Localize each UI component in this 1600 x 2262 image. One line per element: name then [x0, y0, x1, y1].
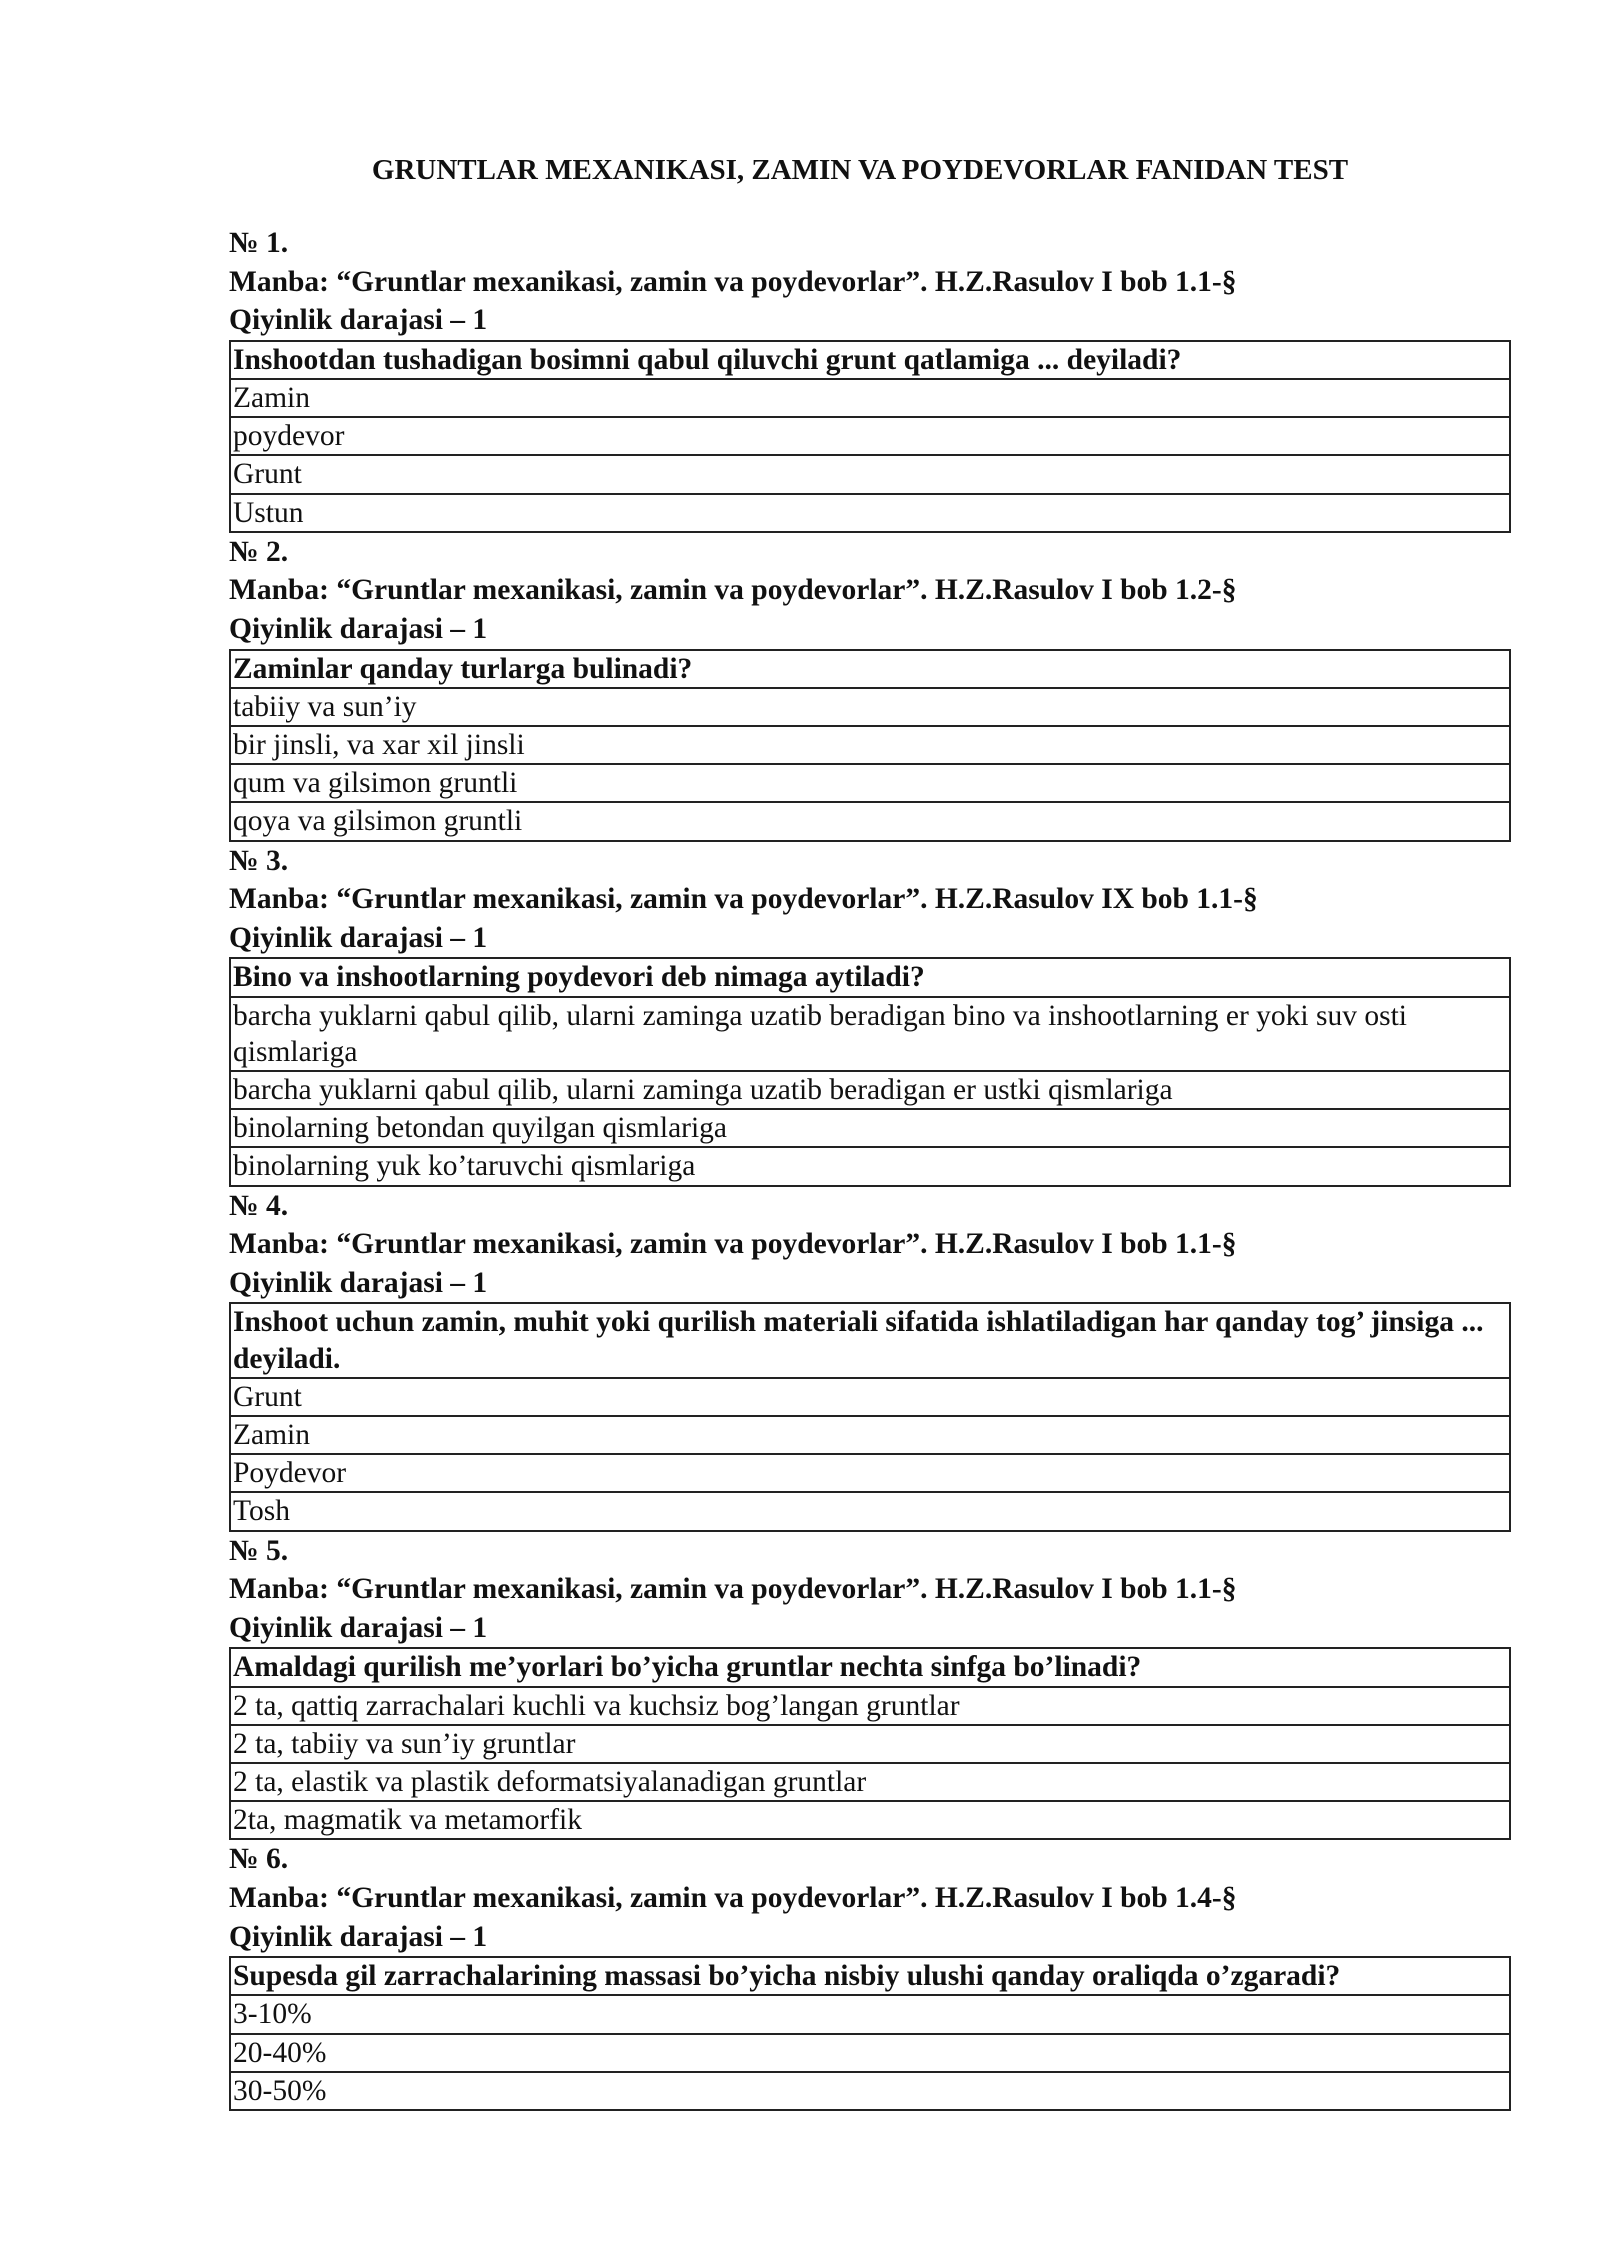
answer-option: 2 ta, elastik va plastik deformatsiyalanadigan gruntlar — [230, 1763, 1510, 1801]
answer-row — [230, 802, 1510, 840]
question-block — [229, 1187, 1511, 1532]
question-block — [229, 1532, 1511, 1841]
answer-option: 2 ta, tabiiy va sun’iy gruntlar — [230, 1725, 1510, 1763]
answer-option: barcha yuklarni qabul qilib, ularni zaminga uzatib beradigan bino va inshootlarning er yoki suv osti qismlariga — [230, 997, 1510, 1071]
answer-option: 20-40% — [230, 2034, 1510, 2072]
answer-option: barcha yuklarni qabul qilib, ularni zaminga uzatib beradigan er ustki qismlariga — [230, 1071, 1510, 1109]
question-number: № 4. — [229, 1189, 289, 1222]
question-table — [229, 957, 1511, 1186]
question-number: № 2. — [229, 535, 289, 568]
answer-row — [230, 764, 1510, 802]
answer-row — [230, 1687, 1510, 1725]
question-number: № 1. — [229, 227, 289, 259]
question-number: № 3. — [229, 844, 289, 877]
question-source: Manba: “Gruntlar mexanikasi, zamin va poydevorlar”. H.Z.Rasulov I bob 1.1-§ — [229, 1573, 1237, 1606]
answer-option: bir jinsli, va xar xil jinsli — [230, 726, 1510, 764]
question-source: Manba: “Gruntlar mexanikasi, zamin va poydevorlar”. H.Z.Rasulov IX bob 1.1-§ — [229, 883, 1258, 916]
question-number: № 5. — [229, 1534, 289, 1567]
answer-row — [230, 455, 1510, 493]
question-table — [229, 1956, 1511, 2111]
question-text: Zaminlar qanday turlarga bulinadi? — [230, 650, 1510, 688]
answer-row — [230, 688, 1510, 726]
question-row — [230, 1303, 1510, 1377]
answer-row — [230, 494, 1510, 532]
test-content — [229, 224, 1511, 2111]
question-text: Bino va inshootlarning poydevori deb nimaga aytiladi? — [230, 958, 1510, 996]
answer-row — [230, 1071, 1510, 1109]
answer-option: poydevor — [230, 417, 1510, 455]
question-table — [229, 1302, 1511, 1531]
answer-option: 2 ta, qattiq zarrachalari kuchli va kuchsiz bog’langan gruntlar — [230, 1687, 1510, 1725]
question-source: Manba: “Gruntlar mexanikasi, zamin va poydevorlar”. H.Z.Rasulov I bob 1.4-§ — [229, 1881, 1237, 1914]
answer-option: 30-50% — [230, 2072, 1510, 2110]
answer-row — [230, 1801, 1510, 1839]
answer-option: binolarning yuk ko’taruvchi qismlariga — [230, 1147, 1510, 1185]
answer-option: qum va gilsimon gruntli — [230, 764, 1510, 802]
question-table — [229, 340, 1511, 533]
question-row — [230, 1957, 1510, 1995]
answer-row — [230, 2072, 1510, 2110]
question-difficulty: Qiyinlik darajasi – 1 — [229, 1920, 488, 1953]
answer-row — [230, 1995, 1510, 2033]
answer-row — [230, 1109, 1510, 1147]
question-difficulty: Qiyinlik darajasi – 1 — [229, 304, 488, 337]
question-text: Inshootdan tushadigan bosimni qabul qiluvchi grunt qatlamiga ... deyiladi? — [230, 341, 1510, 379]
question-difficulty: Qiyinlik darajasi – 1 — [229, 1266, 488, 1299]
question-block — [229, 533, 1511, 842]
question-source: Manba: “Gruntlar mexanikasi, zamin va poydevorlar”. H.Z.Rasulov I bob 1.1-§ — [229, 265, 1237, 298]
question-difficulty: Qiyinlik darajasi – 1 — [229, 1611, 488, 1644]
answer-row — [230, 2034, 1510, 2072]
question-row — [230, 958, 1510, 996]
question-text: Supesda gil zarrachalarining massasi bo’yicha nisbiy ulushi qanday oraliqda o’zgaradi? — [230, 1957, 1510, 1995]
answer-option: Grunt — [230, 455, 1510, 493]
answer-row — [230, 1147, 1510, 1185]
answer-row — [230, 379, 1510, 417]
answer-option: qoya va gilsimon gruntli — [230, 802, 1510, 840]
answer-row — [230, 997, 1510, 1071]
answer-option: binolarning betondan quyilgan qismlariga — [230, 1109, 1510, 1147]
question-row — [230, 1648, 1510, 1686]
answer-option: tabiiy va sun’iy — [230, 688, 1510, 726]
answer-row — [230, 417, 1510, 455]
answer-row — [230, 1763, 1510, 1801]
question-block — [229, 224, 1511, 533]
question-number: № 6. — [229, 1843, 289, 1876]
answer-row — [230, 1454, 1510, 1492]
answer-row — [230, 726, 1510, 764]
answer-row — [230, 1725, 1510, 1763]
question-source: Manba: “Gruntlar mexanikasi, zamin va poydevorlar”. H.Z.Rasulov I bob 1.1-§ — [229, 1228, 1237, 1261]
question-difficulty: Qiyinlik darajasi – 1 — [229, 612, 488, 645]
answer-option: Grunt — [230, 1378, 1510, 1416]
question-difficulty: Qiyinlik darajasi – 1 — [229, 921, 488, 954]
question-text: Inshoot uchun zamin, muhit yoki qurilish materiali sifatida ishlatiladigan har qanday tog’ jinsiga ... deyiladi. — [230, 1303, 1510, 1377]
answer-row — [230, 1416, 1510, 1454]
answer-option: Zamin — [230, 1416, 1510, 1454]
answer-option: 3-10% — [230, 1995, 1510, 2033]
answer-option: Zamin — [230, 379, 1510, 417]
answer-row — [230, 1378, 1510, 1416]
page-title: GRUNTLAR MEXANIKASI, ZAMIN VA POYDEVORLAR FANIDAN TEST — [371, 154, 1349, 186]
answer-option: Poydevor — [230, 1454, 1510, 1492]
answer-row — [230, 1492, 1510, 1530]
question-block — [229, 1840, 1511, 2111]
answer-option: Tosh — [230, 1492, 1510, 1530]
question-source: Manba: “Gruntlar mexanikasi, zamin va poydevorlar”. H.Z.Rasulov I bob 1.2-§ — [229, 574, 1237, 607]
answer-option: Ustun — [230, 494, 1510, 532]
question-row — [230, 341, 1510, 379]
question-table — [229, 1647, 1511, 1840]
question-block — [229, 842, 1511, 1187]
question-table — [229, 649, 1511, 842]
question-text: Amaldagi qurilish me’yorlari bo’yicha gruntlar nechta sinfga bo’linadi? — [230, 1648, 1510, 1686]
question-row — [230, 650, 1510, 688]
answer-option: 2ta, magmatik va metamorfik — [230, 1801, 1510, 1839]
